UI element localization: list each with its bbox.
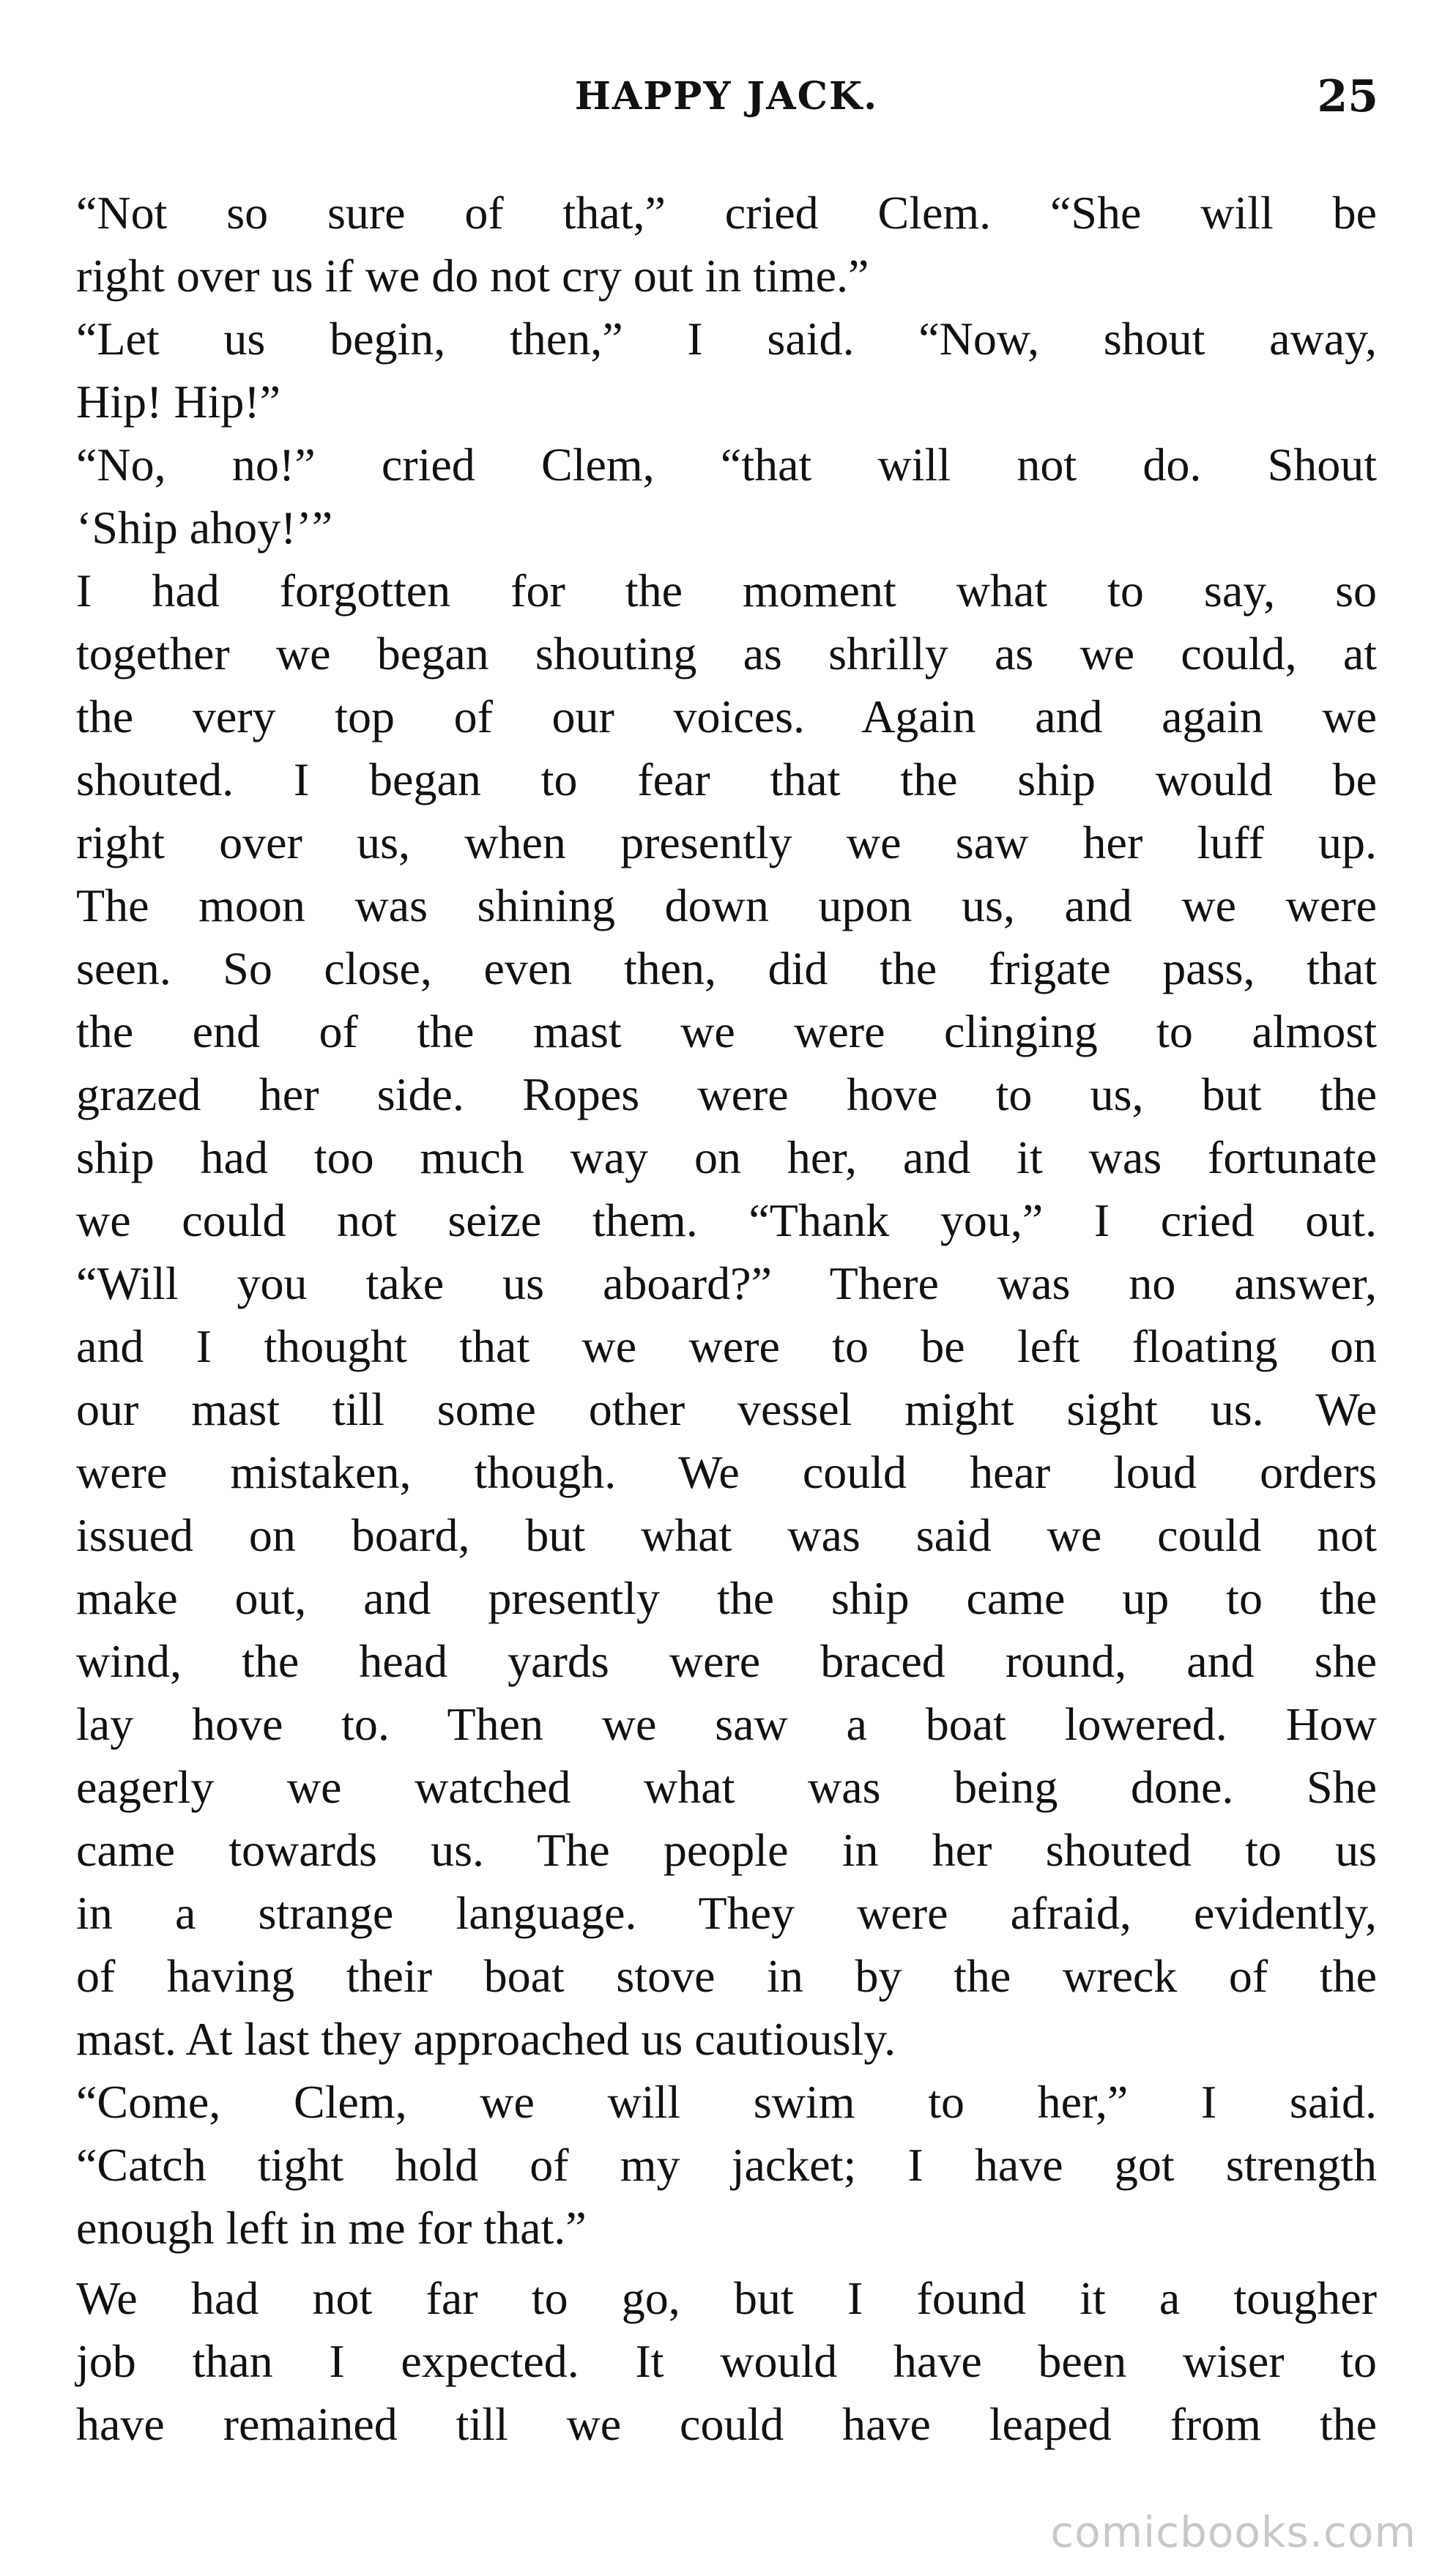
text-line: together we began shouting as shrilly as we could, at — [76, 628, 1377, 680]
text-line: The moon was shining down upon us, and we were — [76, 879, 1377, 931]
body-text — [76, 182, 1377, 2456]
text-line: We had not far to go, but I found it a tougher — [76, 2272, 1377, 2324]
text-line: “Not so sure of that,” cried Clem. “She will be — [76, 187, 1377, 239]
text-line: seen. So close, even then, did the frigate pass, that — [76, 942, 1377, 994]
text-line: lay hove to. Then we saw a boat lowered. How — [76, 1698, 1377, 1750]
text-line: ‘Ship ahoy!’” — [76, 502, 333, 554]
text-line: came towards us. The people in her shouted to us — [76, 1824, 1377, 1876]
text-line: right over us if we do not cry out in time.” — [76, 250, 869, 302]
text-line: grazed her side. Ropes were hove to us, but the — [76, 1068, 1377, 1120]
text-line: ship had too much way on her, and it was fortunate — [76, 1131, 1377, 1183]
text-line: mast. At last they approached us cautiously. — [76, 2013, 896, 2065]
text-line: enough left in me for that.” — [76, 2202, 587, 2254]
text-line: Hip! Hip!” — [76, 376, 281, 428]
text-line: eagerly we watched what was being done. She — [76, 1761, 1377, 1813]
page-number: 25 — [1317, 71, 1378, 122]
running-head — [0, 67, 1453, 126]
paragraph-gap — [76, 2260, 1377, 2267]
running-title: HAPPY JACK. — [574, 74, 879, 119]
text-line: the very top of our voices. Again and again we — [76, 690, 1377, 742]
text-line: of having their boat stove in by the wreck of the — [76, 1950, 1377, 2002]
text-line: “Catch tight hold of my jacket; I have got strength — [76, 2139, 1377, 2191]
text-line: the end of the mast we were clinging to almost — [76, 1005, 1377, 1057]
text-line: we could not seize them. “Thank you,” I cried out. — [76, 1194, 1377, 1246]
text-line: I had forgotten for the moment what to say, so — [76, 565, 1377, 617]
text-line: issued on board, but what was said we could not — [76, 1509, 1377, 1561]
text-line: wind, the head yards were braced round, and she — [76, 1635, 1377, 1687]
text-line: “Let us begin, then,” I said. “Now, shout away, — [76, 313, 1377, 365]
text-line: in a strange language. They were afraid, evidently, — [76, 1887, 1377, 1939]
text-line: shouted. I began to fear that the ship would be — [76, 753, 1377, 805]
text-line: our mast till some other vessel might sight us. We — [76, 1383, 1377, 1435]
text-line: “Come, Clem, we will swim to her,” I said. — [76, 2076, 1377, 2128]
text-line: job than I expected. It would have been wiser to — [76, 2335, 1377, 2387]
watermark: comicbooks.com — [1050, 2507, 1416, 2557]
text-line: right over us, when presently we saw her luff up. — [76, 816, 1377, 868]
text-line: and I thought that we were to be left floating on — [76, 1320, 1377, 1372]
text-line: make out, and presently the ship came up to the — [76, 1572, 1377, 1624]
text-line: “Will you take us aboard?” There was no answer, — [76, 1257, 1377, 1309]
text-line: were mistaken, though. We could hear loud orders — [76, 1446, 1377, 1498]
text-line: “No, no!” cried Clem, “that will not do. Shout — [76, 439, 1377, 491]
text-line: have remained till we could have leaped from the — [76, 2398, 1377, 2450]
